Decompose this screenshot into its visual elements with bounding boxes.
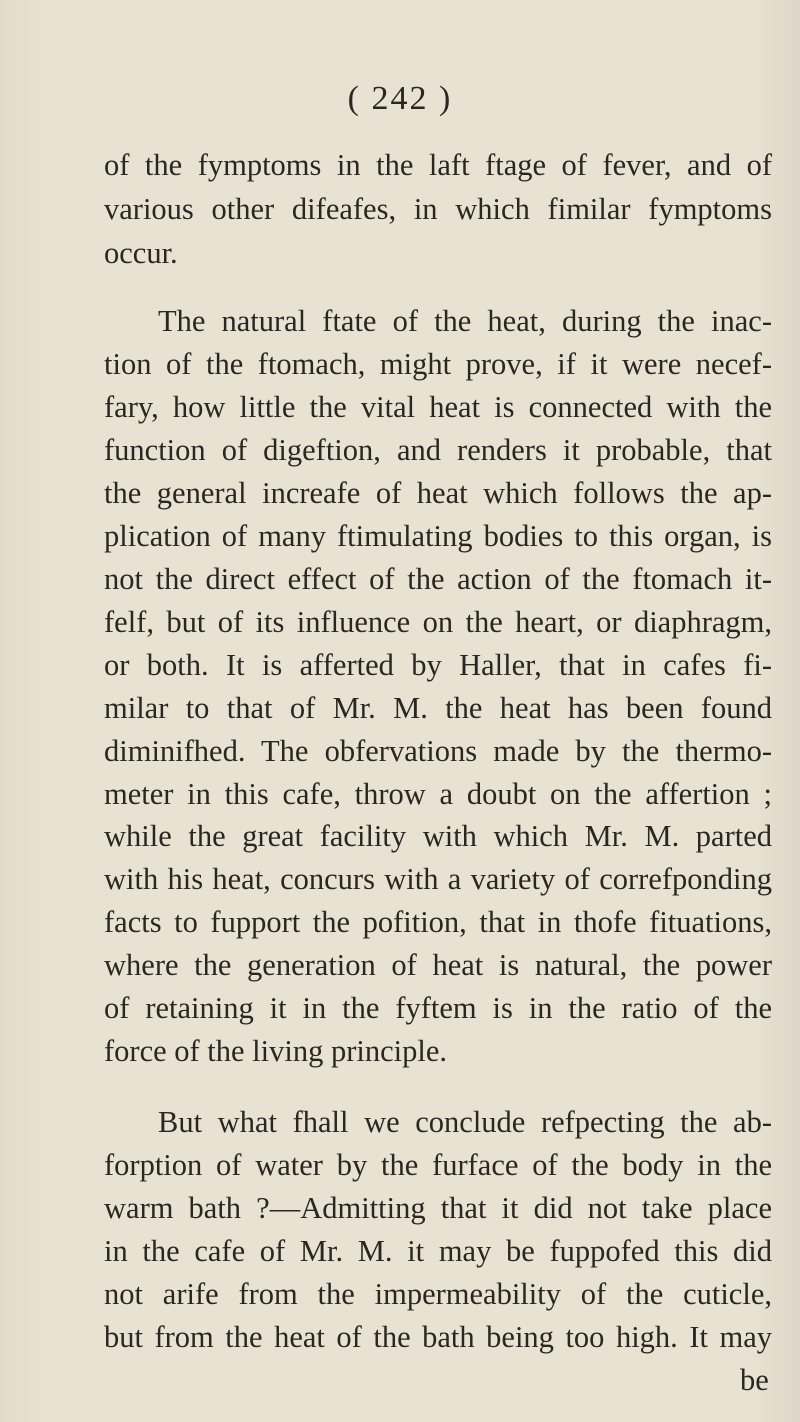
text-line: forption of water by the furface of the body in the	[104, 1148, 772, 1183]
text-line: function of digeftion, and renders it probable, that	[104, 432, 772, 467]
text-line: not arife from the impermeability of the cuticle,	[104, 1277, 772, 1312]
text-line: warm bath ?—Admitting that it did not take place	[104, 1191, 772, 1226]
text-line: milar to that of Mr. M. the heat has been found	[104, 690, 772, 725]
text-line: in the cafe of Mr. M. it may be fuppofed this did	[104, 1234, 772, 1269]
text-line: with his heat, concurs with a variety of correfponding	[104, 862, 772, 897]
text-line: tion of the ftomach, might prove, if it were necef-	[104, 346, 772, 381]
text-line: various other difeafes, in which fimilar fymptoms	[104, 191, 772, 226]
text-line: plication of many ftimulating bodies to this organ, is	[104, 518, 772, 553]
text-line: The natural ftate of the heat, during the inac-	[158, 304, 772, 339]
text-line: or both. It is afferted by Haller, that in cafes fi-	[104, 647, 772, 682]
text-line: diminifhed. The obfervations made by the thermo-	[104, 733, 772, 768]
text-line: of the fymptoms in the laft ftage of fever, and of	[104, 148, 772, 182]
text-line: force of the living principle.	[104, 1034, 448, 1069]
text-line: while the great facility with which Mr. M. parted	[104, 819, 772, 854]
text-line: But what fhall we conclude refpecting the ab-	[158, 1105, 772, 1140]
text-line: not the direct effect of the action of the ftomach it-	[104, 561, 772, 596]
text-line: but from the heat of the bath being too high. It may	[104, 1320, 772, 1355]
text-line: where the generation of heat is natural, the power	[104, 948, 772, 983]
text-line: occur.	[104, 235, 178, 270]
text-line: meter in this cafe, throw a doubt on the affertion ;	[104, 776, 772, 811]
text-line: fary, how little the vital heat is connected with the	[104, 389, 772, 424]
page-number: ( 242 )	[347, 80, 453, 117]
text-line: facts to fupport the pofition, that in thofe fituations,	[104, 905, 772, 940]
catchword: be	[740, 1363, 769, 1397]
text-line: the general increafe of heat which follows the ap-	[104, 475, 772, 510]
text-line: of retaining it in the fyftem is in the ratio of the	[104, 991, 772, 1026]
text-line: felf, but of its influence on the heart, or diaphragm,	[104, 604, 772, 639]
